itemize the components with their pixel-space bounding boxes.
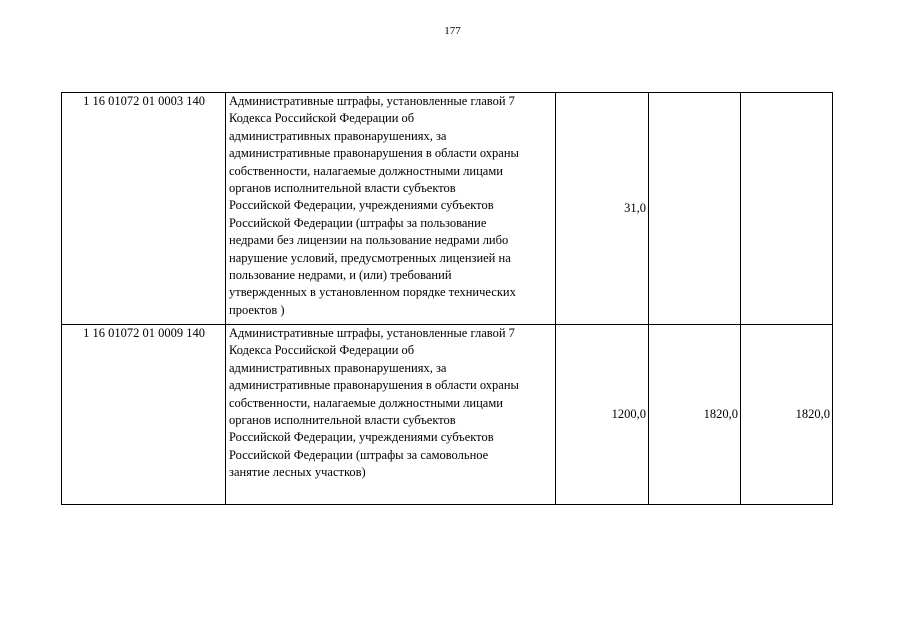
value-cell-1: 1200,0: [556, 325, 649, 505]
description-line: административных правонарушениях, за: [229, 128, 447, 143]
description-line: административные правонарушения в области охраны: [229, 378, 519, 393]
description-cell: [226, 325, 556, 505]
value-cell-1: 31,0: [556, 93, 649, 325]
description-line: Кодекса Российской Федерации об: [229, 111, 415, 126]
description-line: Административные штрафы, установленные главой 7: [229, 326, 515, 340]
description-line: собственности, налагаемые должностными лицами: [229, 395, 503, 410]
description-line: Кодекса Российской Федерации об: [229, 343, 415, 358]
description-line: утвержденных в установленном порядке технических: [229, 285, 516, 300]
value-cell-3: 1820,0: [741, 325, 833, 505]
description-line: Российской Федерации, учреждениями субъектов: [229, 430, 494, 445]
description-line: Российской Федерации (штрафы за самовольное: [229, 447, 489, 462]
description-line: собственности, налагаемые должностными лицами: [229, 163, 503, 178]
description-line: занятие лесных участков): [229, 465, 366, 480]
description-line: недрами без лицензии на пользование недрами либо: [229, 233, 509, 248]
budget-code-cell: 1 16 01072 01 0009 140: [62, 325, 226, 505]
value-cell-2: [649, 93, 741, 325]
description-line: пользование недрами, и (или) требований: [229, 268, 452, 283]
value-cell-3: [741, 93, 833, 325]
description-line: органов исполнительной власти субъектов: [229, 413, 456, 428]
description-cell: [226, 93, 556, 325]
budget-table: [61, 92, 833, 505]
table-row: [62, 93, 833, 325]
value-cell-2: 1820,0: [649, 325, 741, 505]
description-line: нарушение условий, предусмотренных лицензией на: [229, 250, 511, 265]
table-row: [62, 325, 833, 505]
page-number: 177: [444, 25, 461, 37]
description-line: проектов ): [229, 302, 285, 317]
description-line: Российской Федерации (штрафы за пользование: [229, 215, 487, 230]
description-line: Административные штрафы, установленные главой 7: [229, 94, 515, 108]
description-line: административные правонарушения в области охраны: [229, 146, 519, 161]
description-line: административных правонарушениях, за: [229, 360, 447, 375]
description-line: Российской Федерации, учреждениями субъектов: [229, 198, 494, 213]
budget-code-cell: 1 16 01072 01 0003 140: [62, 93, 226, 325]
description-line: органов исполнительной власти субъектов: [229, 181, 456, 196]
